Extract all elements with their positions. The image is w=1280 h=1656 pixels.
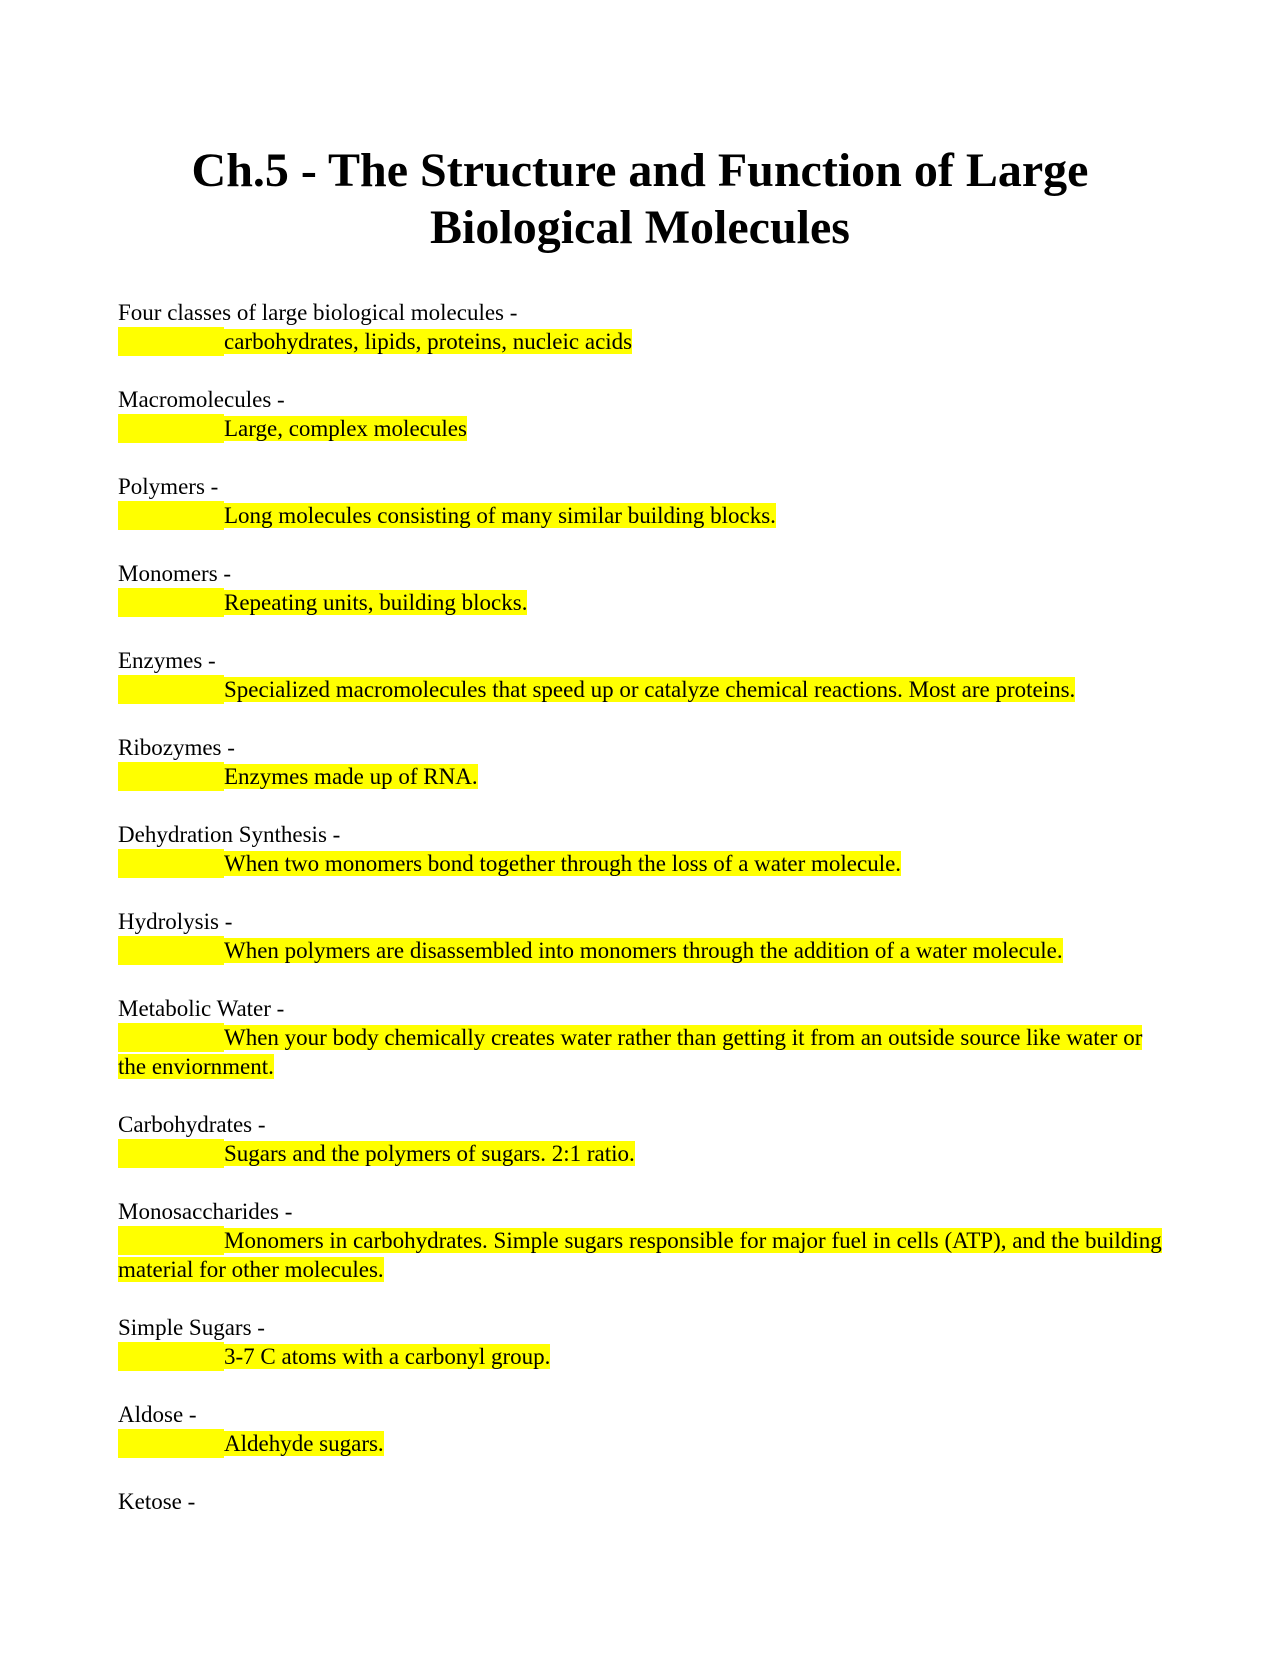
highlight-indent — [118, 501, 224, 530]
term-label: Macromolecules - — [118, 387, 285, 412]
highlight-indent — [118, 588, 224, 617]
highlighted-definition: Large, complex molecules — [224, 416, 467, 441]
term-label: Hydrolysis - — [118, 909, 233, 934]
definition-entry — [118, 1313, 1168, 1371]
definition-text — [118, 1139, 1168, 1168]
highlight-indent — [118, 762, 224, 791]
definition-entry — [118, 733, 1168, 791]
definition-entry — [118, 385, 1168, 443]
highlighted-definition: Sugars and the polymers of sugars. 2:1 ratio. — [224, 1141, 635, 1166]
highlight-indent — [118, 1023, 224, 1052]
definition-entry — [118, 994, 1168, 1081]
highlight-indent — [118, 1226, 224, 1255]
highlighted-definition: Monomers in carbohydrates. Simple sugars responsible for major fuel in cells (ATP), and the building material for other molecules. — [118, 1228, 1162, 1282]
term-label: Enzymes - — [118, 648, 216, 673]
definition-text — [118, 1429, 1168, 1458]
highlight-indent — [118, 675, 224, 704]
definition-entry — [118, 646, 1168, 704]
definition-text — [118, 1226, 1168, 1284]
term-label: Four classes of large biological molecules - — [118, 300, 518, 325]
highlighted-definition: Specialized macromolecules that speed up or catalyze chemical reactions. Most are proteins. — [224, 677, 1076, 702]
definition-text — [118, 762, 1168, 791]
highlighted-definition: Aldehyde sugars. — [224, 1431, 384, 1456]
definition-entry — [118, 1400, 1168, 1458]
definition-entry — [118, 1197, 1168, 1284]
term-label: Monomers - — [118, 561, 232, 586]
highlighted-definition: When two monomers bond together through the loss of a water molecule. — [224, 851, 902, 876]
highlight-indent — [118, 936, 224, 965]
term-label: Ketose - — [118, 1489, 196, 1514]
term-label: Dehydration Synthesis - — [118, 822, 341, 847]
definition-text — [118, 849, 1168, 878]
definition-text — [118, 414, 1168, 443]
highlighted-definition: When polymers are disassembled into monomers through the addition of a water molecule. — [224, 938, 1063, 963]
highlight-indent — [118, 1342, 224, 1371]
definition-entry — [118, 559, 1168, 617]
highlighted-definition: 3-7 C atoms with a carbonyl group. — [224, 1344, 551, 1369]
highlight-indent — [118, 414, 224, 443]
highlighted-definition: Enzymes made up of RNA. — [224, 764, 478, 789]
definition-entry — [118, 298, 1168, 356]
definition-text — [118, 501, 1168, 530]
definition-list — [118, 298, 1168, 1545]
document-title: Ch.5 - The Structure and Function of Large Biological Molecules — [191, 144, 1089, 254]
definition-entry — [118, 1110, 1168, 1168]
definition-text — [118, 588, 1168, 617]
highlighted-definition: Long molecules consisting of many similar building blocks. — [224, 503, 776, 528]
term-label: Polymers - — [118, 474, 219, 499]
definition-entry — [118, 1487, 1168, 1516]
term-label: Monosaccharides - — [118, 1199, 293, 1224]
definition-text — [118, 327, 1168, 356]
definition-text — [118, 1342, 1168, 1371]
highlighted-definition: When your body chemically creates water rather than getting it from an outside source like water or the enviornment. — [118, 1025, 1143, 1079]
definition-entry — [118, 472, 1168, 530]
term-label: Ribozymes - — [118, 735, 235, 760]
term-label: Carbohydrates - — [118, 1112, 266, 1137]
definition-text — [118, 936, 1168, 965]
highlight-indent — [118, 1429, 224, 1458]
definition-entry — [118, 907, 1168, 965]
term-label: Aldose - — [118, 1402, 197, 1427]
highlighted-definition: Repeating units, building blocks. — [224, 590, 528, 615]
highlight-indent — [118, 849, 224, 878]
definition-text — [118, 1023, 1168, 1081]
highlighted-definition: carbohydrates, lipids, proteins, nucleic acids — [224, 329, 633, 354]
definition-text — [118, 675, 1168, 704]
highlight-indent — [118, 1139, 224, 1168]
highlight-indent — [118, 327, 224, 356]
term-label: Simple Sugars - — [118, 1315, 265, 1340]
term-label: Metabolic Water - — [118, 996, 285, 1021]
definition-entry — [118, 820, 1168, 878]
